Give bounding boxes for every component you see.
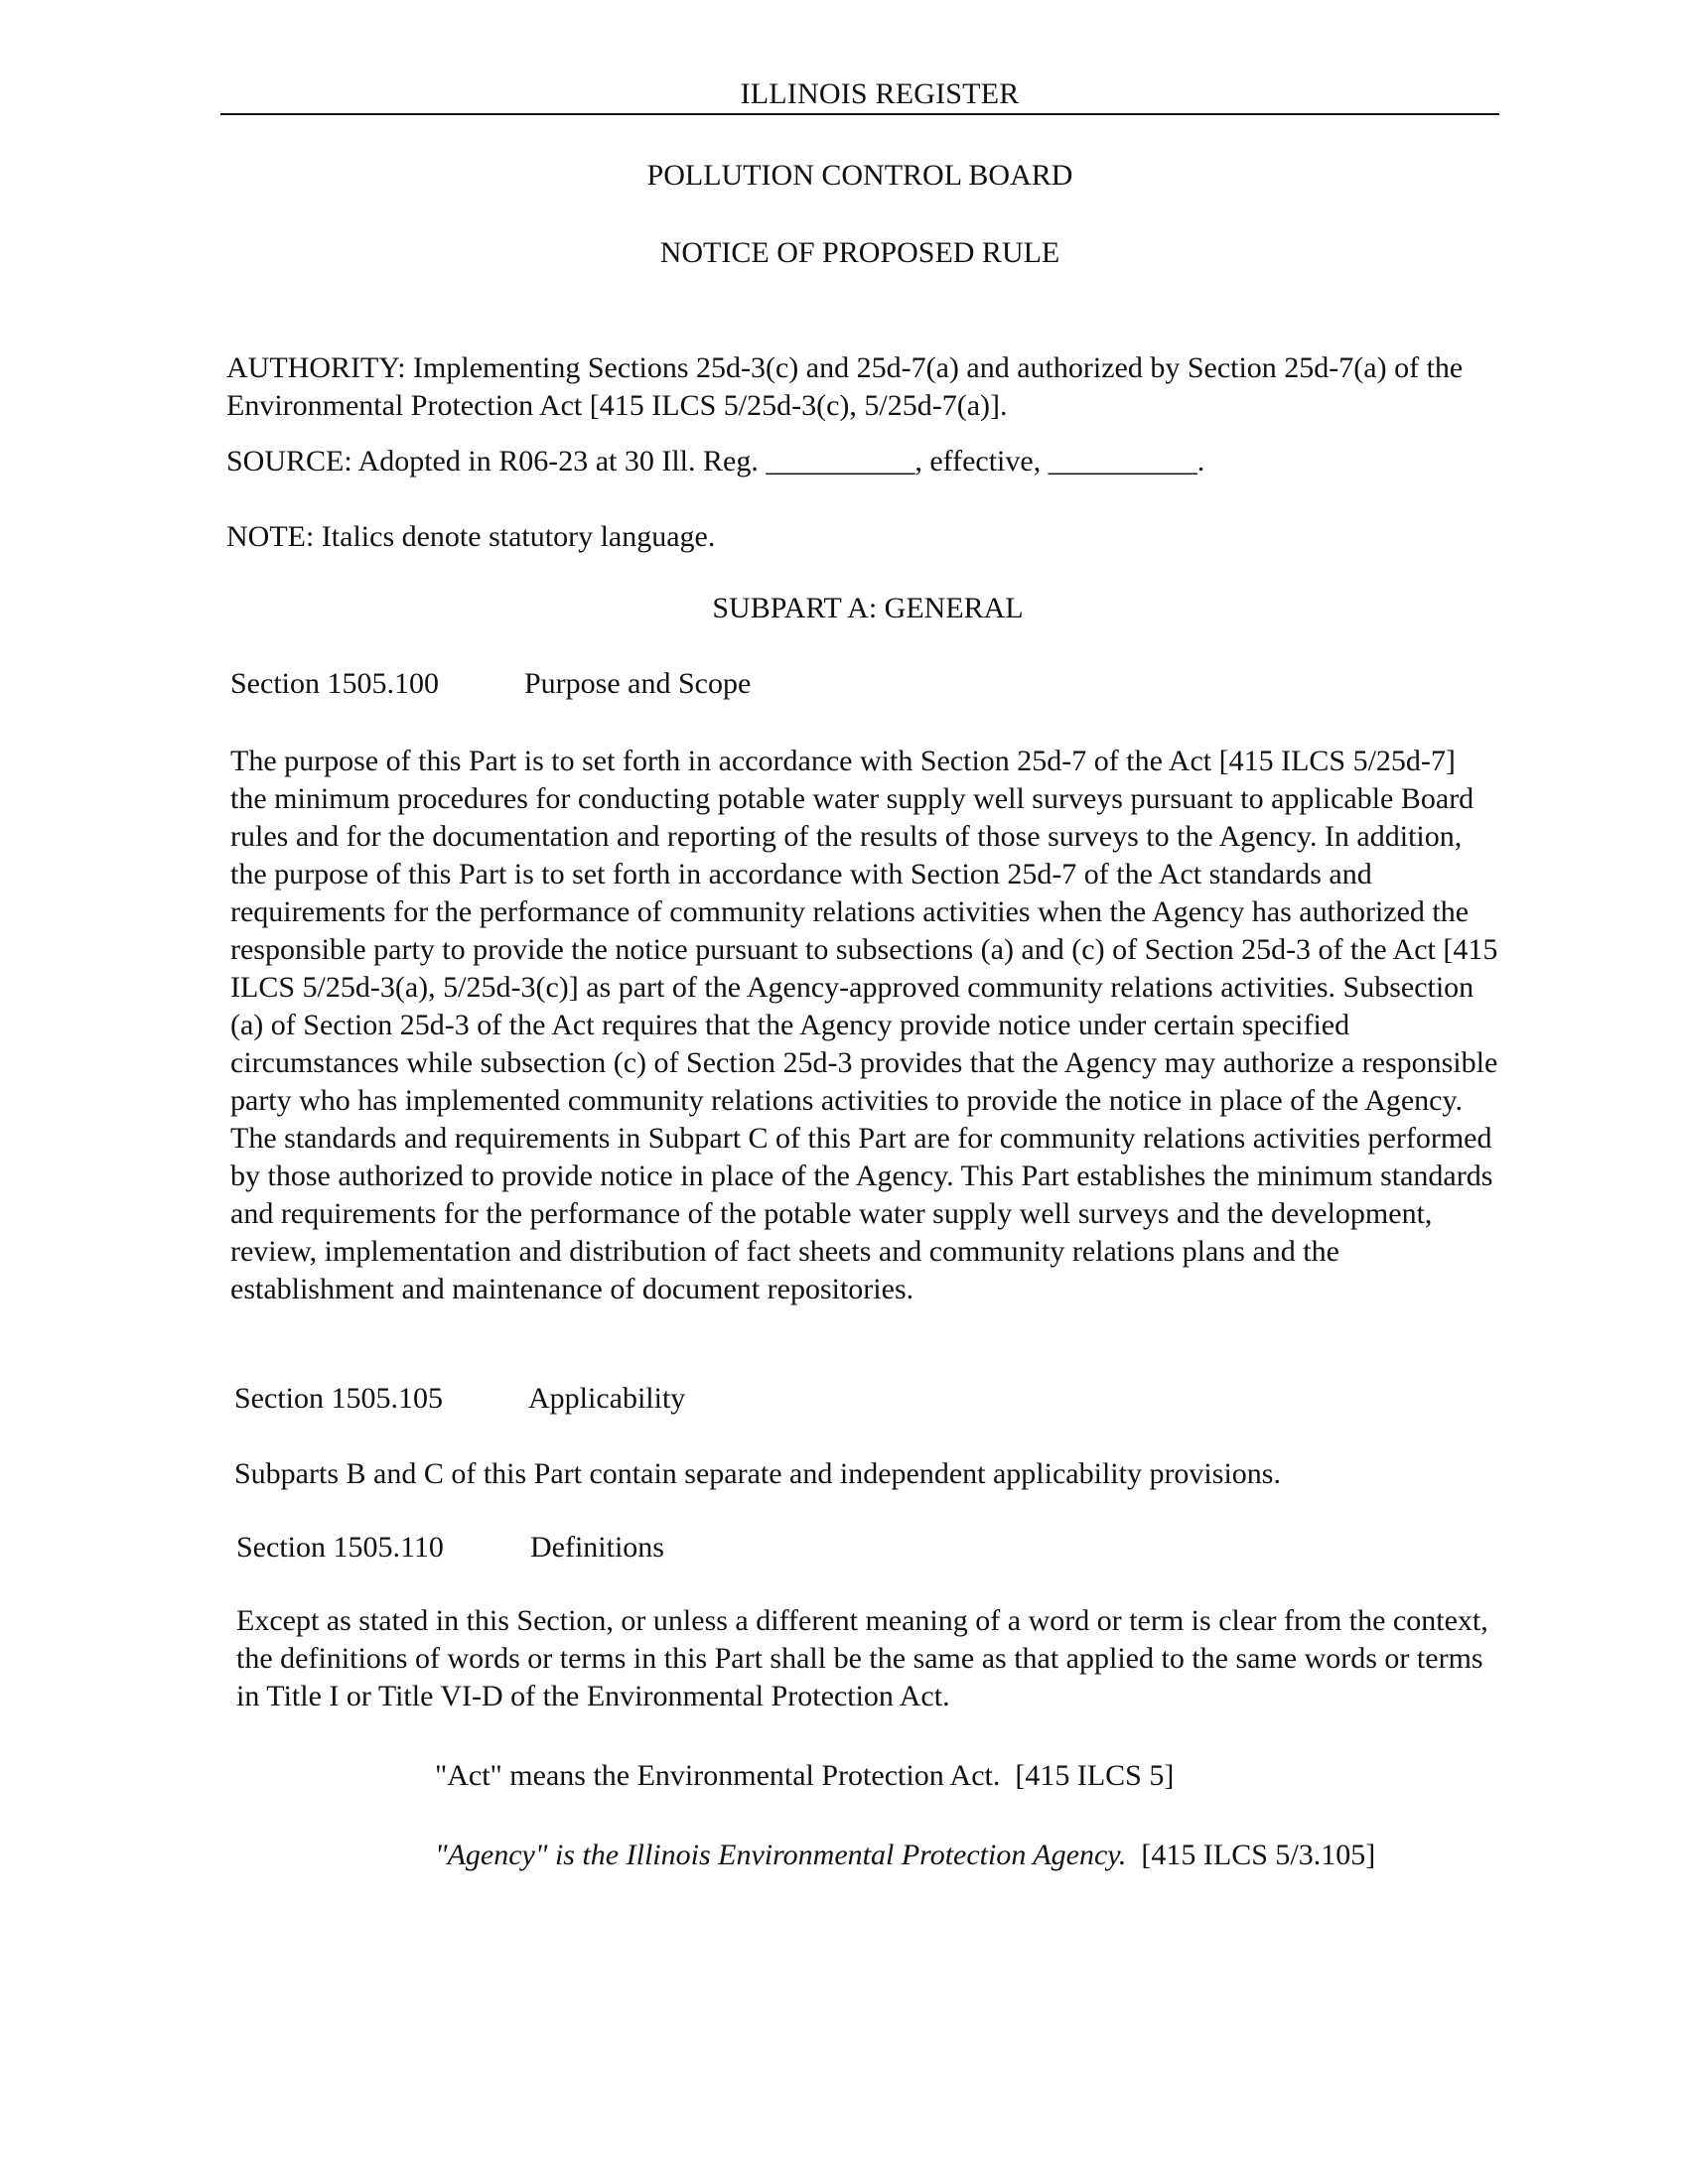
agency-title: POLLUTION CONTROL BOARD [646, 159, 1073, 192]
section-number: Section 1505.110 [236, 1531, 444, 1564]
section-body: The purpose of this Part is to set forth in accordance with Section 25d-7 of the Act [415 ILCS 5/25d-7] the minimum procedures for conducting potable water supply well surveys pursuant to applicable Board rules and for the documentation and reporting of the results of those surveys to the Agency. In addition, the purpose of this Part is to set forth in accordance with Section 25d-7 of the Act standards and requirements for the performance of community relations activities when the Agency has authorized the responsible party to provide the notice pursuant to subsections (a) and (c) of Section 25d-3 of the Act [415 ILCS 5/25d-3(a), 5/25d-3(c)] as part of the Agency-approved community relations activities. Subsection (a) of Section 25d-3 of the Act requires that the Agency provide notice under certain specified circumstances while subsection (c) of Section 25d-3 provides that the Agency may authorize a responsible party who has implemented community relations activities to provide the notice in place of the Agency. The standards and requirements in Subpart C of this Part are for community relations activities performed by those authorized to provide notice in place of the Agency. This Part establishes the minimum standards and requirements for the performance of the potable water supply well surveys and the development, review, implementation and distribution of fact sheets and community relations plans and the establishment and maintenance of document repositories. [230, 745, 1498, 1305]
section-heading [234, 1382, 685, 1416]
notice-title: NOTICE OF PROPOSED RULE [659, 236, 1060, 269]
source-line: SOURCE: Adopted in R06-23 at 30 Ill. Reg. __________, effective, __________. [226, 445, 1205, 478]
definition-citation: [415 ILCS 5/3.105] [1141, 1839, 1376, 1871]
authority-paragraph: AUTHORITY: Implementing Sections 25d-3(c) and 25d-7(a) and authorized by Section 25d-7(a) of the Environmental Protection Act [415 ILCS 5/25d-3(c), 5/25d-7(a)]. [226, 351, 1464, 422]
definition-act [435, 1759, 1174, 1793]
note-line: NOTE: Italics denote statutory language. [226, 520, 716, 553]
subpart-title: SUBPART A: GENERAL [712, 592, 1024, 624]
definition-agency [435, 1839, 1375, 1872]
section-number: Section 1505.100 [230, 667, 439, 700]
section-title: Purpose and Scope [524, 667, 752, 700]
register-header [220, 77, 1499, 115]
definition-text: "Agency" is the Illinois Environmental Protection Agency. [435, 1839, 1127, 1871]
section-body: Except as stated in this Section, or unless a different meaning of a word or term is clear from the context, the definitions of words or terms in this Part shall be the same as that applied to the same words or terms in Title I or Title VI-D of the Environmental Protection Act. [236, 1604, 1488, 1712]
definition-citation: [415 ILCS 5] [1015, 1759, 1175, 1792]
section-heading [230, 667, 751, 701]
section-heading [236, 1531, 664, 1565]
section-title: Applicability [528, 1382, 686, 1415]
definition-text: "Act" means the Environmental Protection Act. [435, 1759, 1001, 1792]
register-title: ILLINOIS REGISTER [740, 77, 1020, 110]
section-number: Section 1505.105 [234, 1382, 443, 1415]
section-title: Definitions [530, 1531, 664, 1564]
section-body: Subparts B and C of this Part contain separate and independent applicability provisions. [234, 1457, 1281, 1490]
